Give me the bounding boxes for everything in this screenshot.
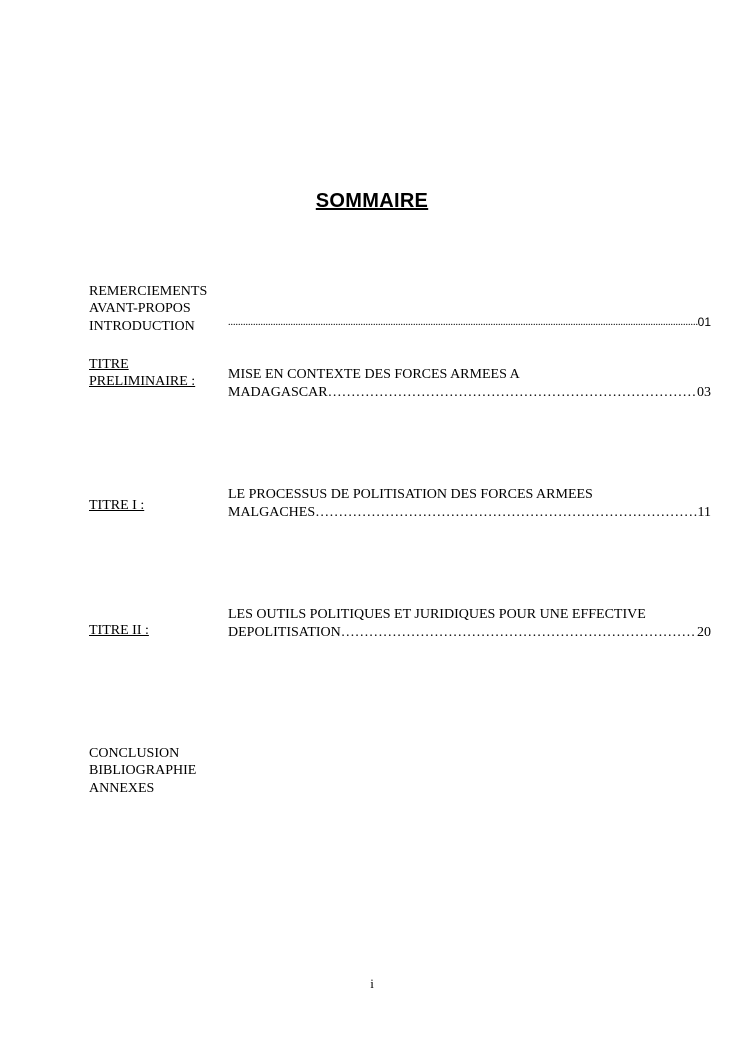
dot-leader (328, 384, 697, 402)
page-title: SOMMAIRE (315, 190, 429, 212)
heading-line: LES OUTILS POLITIQUES ET JURIDIQUES POUR UNE EFFECTIVE (228, 607, 646, 622)
dot-leader (341, 624, 697, 642)
toc-annexes: ANNEXES (89, 781, 155, 796)
section-label-preliminaire-2: PRELIMINAIRE : (89, 374, 196, 389)
heading-line: LE PROCESSUS DE POLITISATION DES FORCES ARMEES (228, 487, 593, 502)
toc-bibliographie: BIBLIOGRAPHIE (89, 763, 197, 778)
heading-line: MADAGASCAR (228, 385, 328, 400)
toc-conclusion: CONCLUSION (89, 746, 180, 761)
toc-introduction-leader (228, 313, 711, 332)
section-heading-preliminaire (228, 366, 711, 402)
page-number: 01 (697, 315, 711, 329)
page-number: 20 (697, 625, 711, 640)
toc-remerciements: REMERCIEMENTS (89, 284, 208, 299)
dot-leader (228, 313, 698, 332)
page-number: 03 (697, 385, 711, 400)
footer-page-number: i (370, 976, 374, 991)
section-label-titre-2: TITRE II : (89, 623, 149, 638)
section-label-titre-1: TITRE I : (89, 498, 145, 513)
toc-avant-propos: AVANT-PROPOS (89, 301, 191, 316)
dot-leader (315, 504, 697, 522)
page-number: 11 (697, 505, 711, 520)
heading-line: DEPOLITISATION (228, 625, 341, 640)
heading-line: MISE EN CONTEXTE DES FORCES ARMEES A (228, 367, 520, 382)
section-heading-titre-2 (228, 606, 711, 642)
heading-line: MALGACHES (228, 505, 316, 520)
section-label-preliminaire-1: TITRE (89, 357, 129, 372)
toc-introduction: INTRODUCTION (89, 319, 195, 334)
section-heading-titre-1 (228, 486, 711, 522)
